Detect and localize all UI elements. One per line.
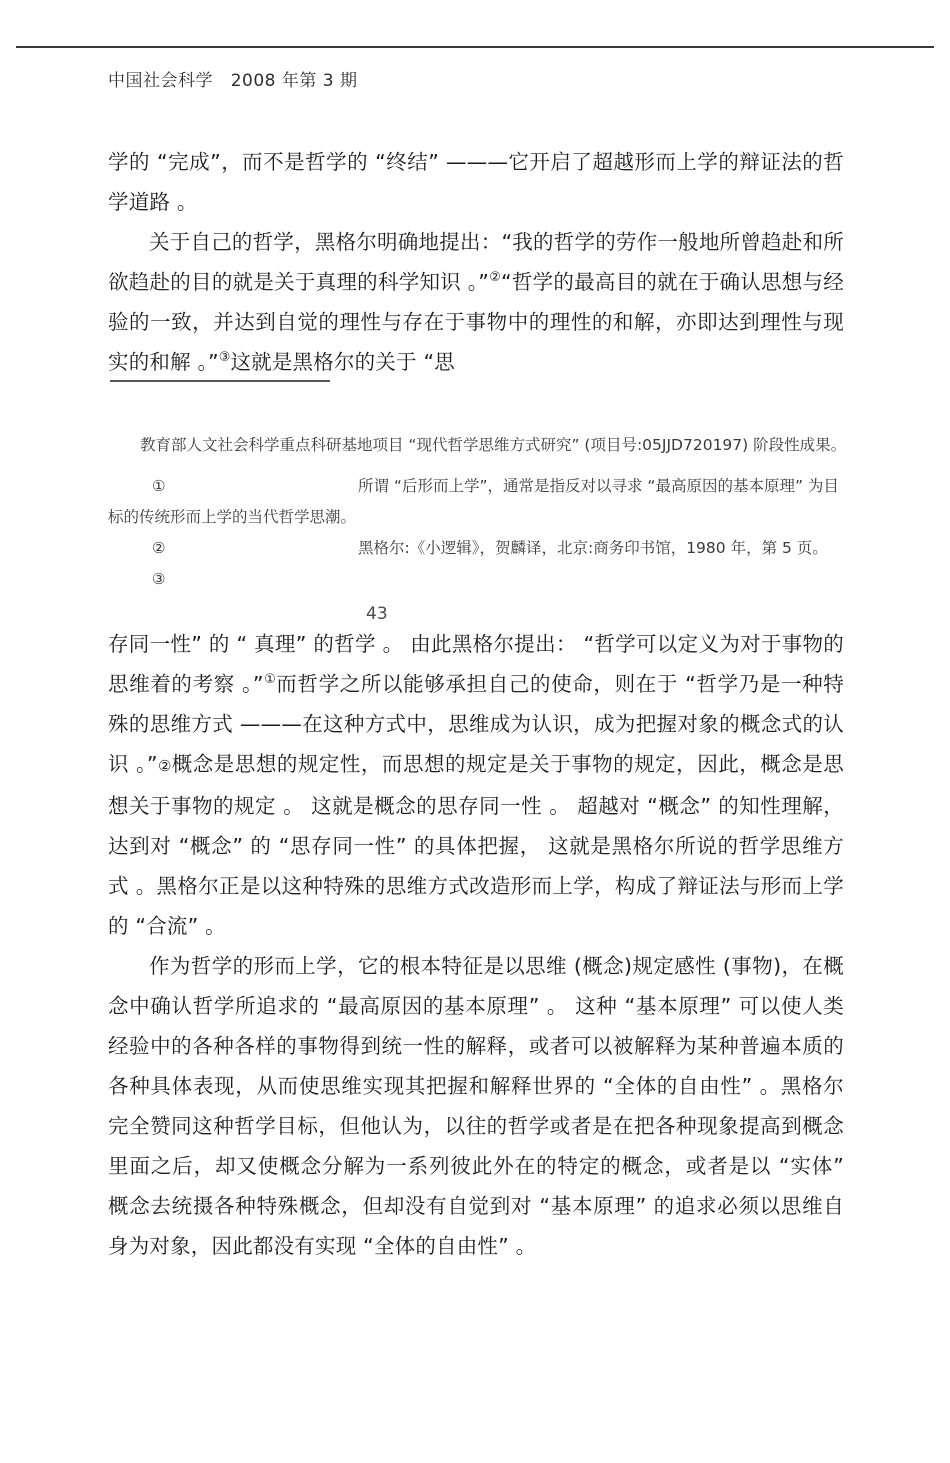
paragraph-segment: 而哲学之所以能够承担自己的使命，则在于 “哲学乃是一种特殊的思维方式 ———在这种方式中，思维成为认识，成为把握对象的概念式的认识 。” xyxy=(108,672,844,776)
footnote-separator-rule xyxy=(110,380,330,382)
paragraph-segment: 这就是黑格尔的关于 “思 xyxy=(230,350,455,374)
body-block-upper xyxy=(108,142,844,382)
footnote-marker-3[interactable]: ③ xyxy=(152,570,166,588)
footnote-ref-2[interactable]: ② xyxy=(489,270,501,286)
paragraph-segment: 关于自己的哲学，黑格尔明确地提出：“我的哲学的劳作一般地所曾趋赴和所欲趋赴的目的就是关于真理的科学知识 。” xyxy=(108,230,844,294)
running-header: 中国社会科学 2008 年第 3 期 xyxy=(108,71,358,91)
footnote-item-1 xyxy=(108,471,848,533)
paragraph-segment: “哲学的最高目的就在于确认思想与经验的一致，并达到自觉的理性与存在于事物中的理性的和解，亦即达到理性与现实的和解 。” xyxy=(108,270,845,374)
body-text-lower xyxy=(108,624,844,1266)
footnote-ref-1[interactable]: ① xyxy=(263,672,277,688)
footnote-text-1: 所谓 “后形而上学”，通常是指反对以寻求 “最高原因的基本原理” 为目标的传统形而上学的当代哲学思潮。 xyxy=(108,477,839,526)
paragraph-hegel-philosophy xyxy=(108,222,844,382)
footnote-ref-3[interactable]: ③ xyxy=(218,350,231,366)
footnote-ref-2-inline[interactable]: ② xyxy=(157,757,172,775)
footnote-item-3 xyxy=(108,564,848,595)
body-block-lower xyxy=(108,624,844,1266)
paragraph-concept-identity xyxy=(108,624,844,946)
funding-note: 教育部人文社会科学重点科研基地项目 “现代哲学思维方式研究” (项目号:05JJD720197) 阶段性成果。 xyxy=(140,436,847,454)
footnote-marker-1[interactable]: ① xyxy=(152,477,166,495)
footnote-item-2 xyxy=(108,533,848,564)
paragraph-metaphysics: 作为哲学的形而上学，它的根本特征是以思维 (概念)规定感性 (事物)，在概念中确认哲学所追求的 “最高原因的基本原理” 。 这种 “基本原理” 可以使人类经验中的各种各样的事物得到统一性的解释，或者可以被解释为某种普遍本质的各种具体表现，从而使思维实现其把握和解释世界的 “全体的自由性” 。黑格尔完全赞同这种哲学目标，但他认为，以往的哲学或者是在把各种现象提高到概念里面之后，却又使概念分解为一系列彼此外在的特定的概念，或者是以 “实体” 概念去统摄各种特殊概念，但却没有自觉到对 “基本原理” 的追求必须以思维自身为对象，因此都没有实现 “全体的自由性” 。 xyxy=(108,954,844,1258)
paragraph-segment: 概念是思想的规定性，而思想的规定是关于事物的规定，因此，概念是思想关于事物的规定 。 这就是概念的思存同一性 。 超越对 “概念” 的知性理解，达到对 “概念” 的 “思存同一性” 的具体把握， 这就是黑格尔所说的哲学思维方式 。黑格尔正是以这种特殊的思维方式改造形而上学，构成了辩证法与形而上学的 “合流” 。 xyxy=(108,752,845,938)
footnote-area xyxy=(108,430,848,595)
footnote-marker-2[interactable]: ② xyxy=(152,539,166,557)
footnote-text-2: 黑格尔:《小逻辑》，贺麟译，北京:商务印书馆，1980 年，第 5 页。 xyxy=(358,539,828,557)
page-top-rule xyxy=(16,46,934,48)
page-number: 43 xyxy=(366,604,388,624)
body-text-upper xyxy=(108,142,844,382)
paragraph-continuation: 学的 “完成”，而不是哲学的 “终结” ———它开启了超越形而上学的辩证法的哲学道路 。 xyxy=(108,150,844,214)
paragraph-segment: 存同一性” 的 “ 真理” 的哲学 。 由此黑格尔提出： “哲学可以定义为对于事物的思维着的考察 。” xyxy=(108,632,844,696)
